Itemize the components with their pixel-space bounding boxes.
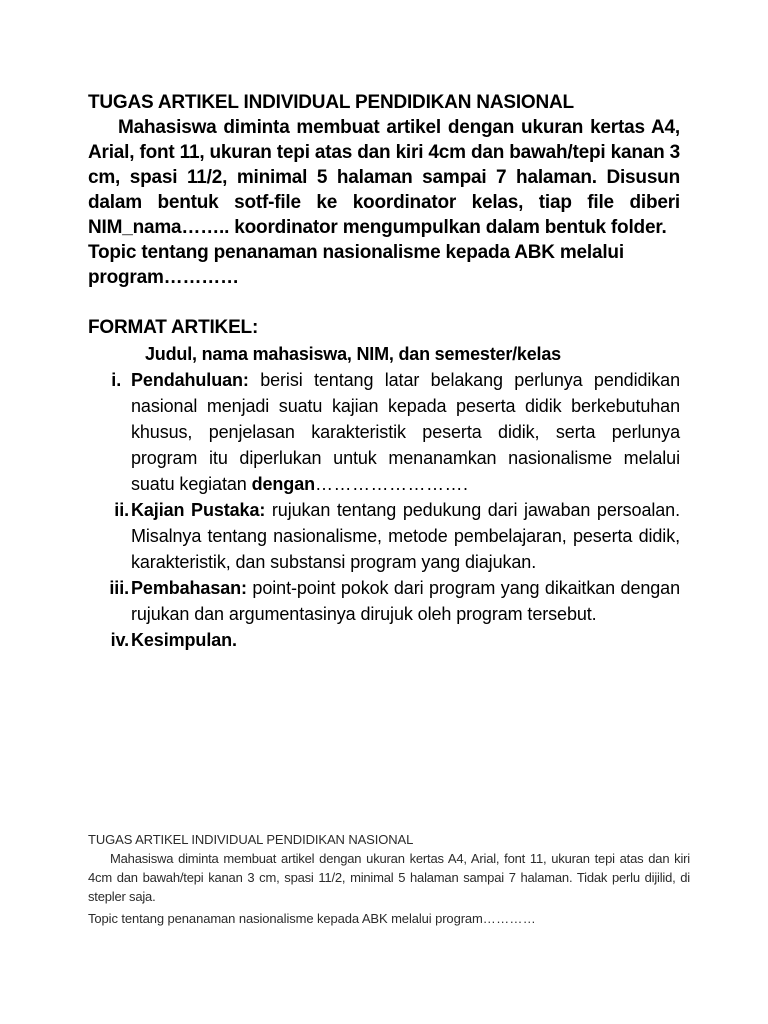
footer-topic-text: Topic tentang penanaman nasionalisme kepada ABK melalui program	[88, 911, 483, 926]
list-marker-i: i.	[111, 370, 126, 390]
list-item	[88, 575, 680, 627]
topic-paragraph: Topic tentang penanaman nasionalisme kepada ABK melalui program…………	[88, 242, 624, 288]
assignment-body	[88, 90, 680, 653]
section-lead-pendahuluan: Pendahuluan:	[131, 370, 249, 390]
footer-title: TUGAS ARTIKEL INDIVIDUAL PENDIDIKAN NASIONAL	[88, 832, 414, 847]
page-title: TUGAS ARTIKEL INDIVIDUAL PENDIDIKAN NASIONAL	[88, 92, 574, 113]
section-lead-pembahasan: Pembahasan:	[131, 578, 247, 598]
dot-leader: …………………….	[315, 474, 469, 494]
intro-paragraph: Mahasiswa diminta membuat artikel dengan ukuran kertas A4, Arial, font 11, ukuran tepi atas dan kiri 4cm dan bawah/tepi kanan 3 cm, spasi 11/2, minimal 5 halaman sampai 7 halaman. Disusun dalam bentuk sotf-file ke koordinator kelas, tiap file diberi NIM_nama…….. koordinator mengumpulkan dalam bentuk folder.	[88, 117, 680, 238]
list-marker-iii: iii.	[109, 578, 129, 598]
section-body: rujukan tentang pedukung dari jawaban persoalan. Misalnya tentang nasionalisme, metode pembelajaran, peserta didik, karakteristik, dan substansi program yang diajukan.	[131, 500, 680, 572]
list-item	[88, 627, 680, 653]
footer-paragraph: Mahasiswa diminta membuat artikel dengan ukuran kertas A4, Arial, font 11, ukuran tepi atas dan kiri 4cm dan bawah/tepi kanan 3 cm, spasi 11/2, minimal 5 halaman sampai 7 halaman. Tidak perlu dijilid, di stepler saja.	[88, 851, 690, 904]
section-body: berisi tentang latar belakang perlunya pendidikan nasional menjadi suatu kajian kepada peserta didik berkebutuhan khusus, penjelasan karakteristik peserta didik, serta perlunya program itu diperlukan untuk menanamkan nasionalisme melalui suatu kegiatan	[131, 370, 680, 494]
list-item	[88, 497, 680, 575]
list-marker-iv: iv.	[110, 630, 129, 650]
section-body: point-point pokok dari program yang dikaitkan dengan rujukan dan argumentasinya dirujuk oleh program tersebut.	[131, 578, 680, 624]
footer-repeat-block	[88, 830, 690, 928]
footer-dot-leader: …………	[482, 911, 536, 926]
format-artikel-heading: FORMAT ARTIKEL:	[88, 317, 259, 338]
footer-topic-line	[88, 906, 690, 928]
list-marker-ii: ii.	[114, 500, 129, 520]
section-trailing-bold: dengan	[251, 474, 315, 494]
list-item	[88, 367, 680, 497]
section-lead-kajian-pustaka: Kajian Pustaka:	[131, 500, 266, 520]
paragraph-spacer	[88, 290, 680, 315]
article-section-list	[88, 367, 680, 653]
section-lead-kesimpulan: Kesimpulan.	[131, 630, 237, 650]
article-subtitle-line: Judul, nama mahasiswa, NIM, dan semester/kelas	[145, 344, 561, 364]
